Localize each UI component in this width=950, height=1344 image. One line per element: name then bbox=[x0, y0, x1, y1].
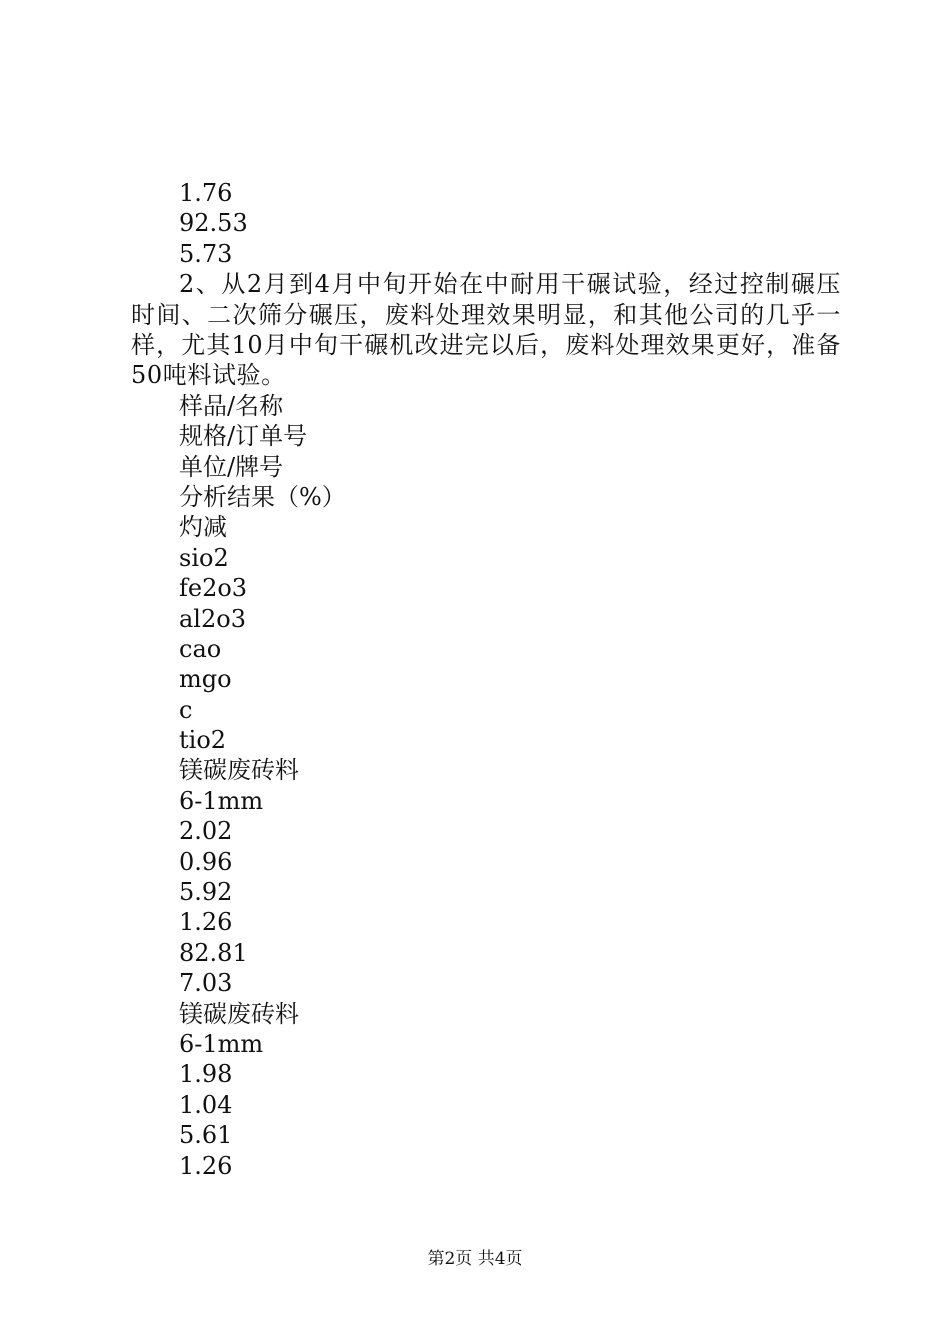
text-line: 92.53 bbox=[179, 209, 248, 238]
text-line: cao bbox=[179, 634, 222, 663]
text-line: 6-1mm bbox=[179, 786, 264, 815]
text-line: mgo bbox=[179, 665, 232, 694]
text-line: 1.26 bbox=[179, 908, 233, 937]
text-line: 6-1mm bbox=[179, 1030, 264, 1058]
body-paragraph: 2、从2月到4月中旬开始在中耐用干碾试验，经过控制碾压时间、二次筛分碾压，废料处理效果明显，和其他公司的几乎一样，尤其10月中旬干碾机改进完以后，废料处理效果更好，准备50吨料试验。 bbox=[131, 270, 841, 390]
text-line: fe2o3 bbox=[179, 574, 248, 603]
text-line: 7.03 bbox=[179, 969, 233, 998]
text-line: 镁碳废砖料 bbox=[179, 756, 299, 785]
text-line: sio2 bbox=[179, 543, 229, 572]
text-line: 规格/订单号 bbox=[179, 422, 308, 451]
text-line: 样品/名称 bbox=[179, 391, 284, 420]
text-line: 灼减 bbox=[179, 513, 227, 542]
text-line: 分析结果（%） bbox=[179, 482, 346, 511]
text-line: 1.76 bbox=[179, 179, 233, 207]
text-line: 82.81 bbox=[179, 938, 248, 967]
top-lines bbox=[131, 178, 841, 269]
text-line: 2.02 bbox=[179, 817, 233, 846]
text-line: 镁碳废砖料 bbox=[179, 999, 299, 1028]
text-line: 单位/牌号 bbox=[179, 452, 284, 481]
text-line: 5.73 bbox=[179, 239, 233, 268]
text-line: 0.96 bbox=[179, 847, 233, 876]
text-line: c bbox=[179, 695, 193, 724]
table-lines bbox=[131, 391, 841, 1181]
text-line: 5.61 bbox=[179, 1121, 233, 1150]
text-line: 1.04 bbox=[179, 1090, 233, 1119]
page-footer: 第2页 共4页 bbox=[427, 1249, 523, 1269]
text-line: 1.26 bbox=[179, 1151, 233, 1180]
document-body bbox=[131, 178, 841, 1181]
text-line: 1.98 bbox=[179, 1060, 233, 1089]
text-line: tio2 bbox=[179, 726, 227, 755]
text-line: 5.92 bbox=[179, 878, 233, 907]
text-line: al2o3 bbox=[179, 604, 246, 633]
